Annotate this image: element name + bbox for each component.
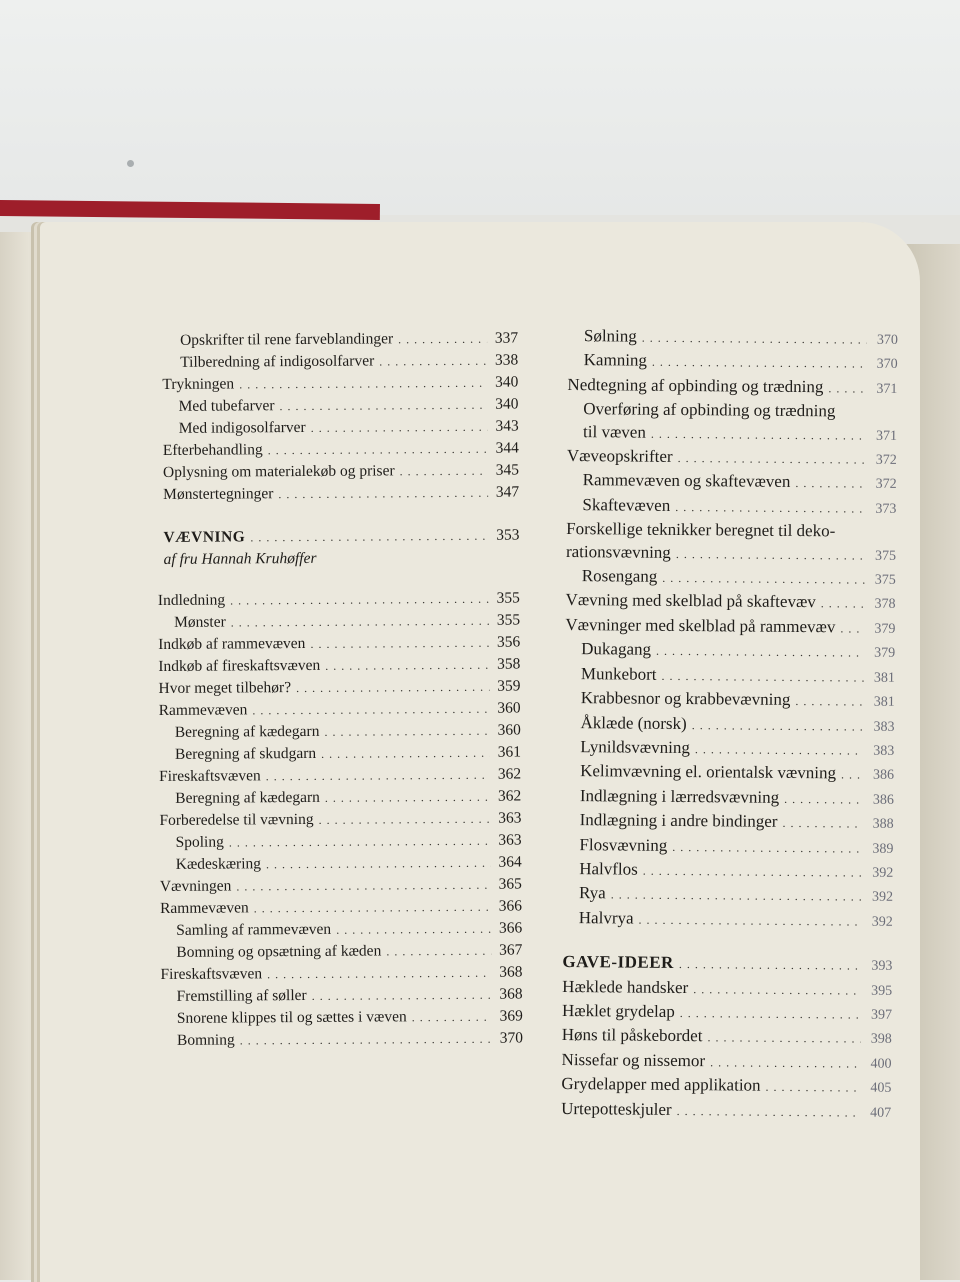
toc-entry-label: Åklæde (norsk) (580, 712, 687, 733)
toc-entry-label: Grydelapper med applikation (561, 1074, 761, 1095)
toc-entry (562, 1000, 892, 1027)
toc-entry-page: 369 (499, 1007, 523, 1025)
toc-entry (564, 785, 894, 812)
toc-entry-page: 366 (498, 897, 523, 915)
toc-entry-label: Sølning (583, 326, 637, 346)
toc-entry (564, 736, 894, 763)
leader-dots (310, 633, 489, 655)
wall-dot (127, 160, 134, 167)
leader-dots (231, 611, 489, 634)
toc-entry (566, 518, 896, 543)
toc-section-heading-vaevning (157, 524, 519, 549)
toc-entry-page: 344 (495, 439, 519, 457)
toc-entry (159, 719, 521, 744)
toc-entry-label: Fremstilling af søller (176, 986, 307, 1005)
leader-dots (840, 617, 864, 640)
toc-entry-page: 338 (494, 351, 519, 369)
toc-entry-page: 375 (874, 548, 897, 564)
leader-dots (412, 1007, 492, 1029)
leader-dots (784, 788, 863, 811)
toc-entry (567, 445, 897, 472)
toc-entry-page: 392 (872, 865, 894, 881)
toc-entry-label: Vævningen (159, 877, 232, 895)
toc-entry-page: 362 (497, 765, 522, 783)
toc-entry (561, 1098, 891, 1125)
toc-entry (159, 697, 521, 722)
leader-dots (828, 377, 866, 400)
toc-entry (563, 907, 893, 934)
toc-entry-label: Nedtegning af opbinding og trædning (567, 374, 824, 397)
toc-entry-label: Indkøb af fireskaftsvæven (158, 656, 321, 675)
toc-entry-page: 381 (873, 670, 895, 686)
toc-entry-page: 343 (495, 417, 519, 435)
toc-entry-page: 370 (876, 357, 898, 373)
toc-entry-page: 372 (875, 477, 897, 493)
toc-entry-page: 405 (870, 1080, 892, 1097)
toc-entry-page: 365 (498, 875, 522, 893)
toc-entry-label: Væveopskrifter (566, 446, 673, 466)
toc-entry-page: 362 (497, 787, 522, 805)
toc-entry-page: 368 (499, 985, 523, 1003)
toc-entry-label: Indlægning i andre bindinger (579, 810, 778, 831)
toc-entry-page: 355 (496, 589, 520, 607)
toc-entry-label: Indledning (157, 591, 226, 609)
leader-dots (692, 714, 864, 738)
toc-entry (562, 1024, 892, 1051)
toc-entry-label: Tilberedning af indigosolfarver (180, 352, 375, 371)
leader-dots (710, 1051, 861, 1075)
toc-entry (564, 711, 894, 738)
toc-entry-page: 340 (495, 395, 519, 413)
toc-right-group-1 (563, 325, 898, 934)
toc-entry-label: Overføring af opbinding og trædning (583, 399, 836, 421)
toc-entry-label: Rosengang (581, 566, 658, 586)
toc-entry-label: Halvflos (579, 859, 638, 879)
toc-entry-label: Med tubefarver (178, 397, 275, 415)
leader-dots (638, 908, 861, 932)
toc-entry (156, 349, 518, 374)
toc-entry-page: 392 (871, 914, 893, 930)
toc-entry (160, 895, 522, 920)
leader-dots (680, 1002, 861, 1026)
toc-entry-label: Spoling (175, 833, 224, 851)
toc-entry-page: 372 (875, 452, 897, 468)
toc-entry-label: Nissefar og nissemor (561, 1049, 706, 1071)
toc-entry-label: Rammevæven (158, 701, 248, 719)
toc-entry-label: Rya (578, 883, 606, 903)
toc-entry-page: 360 (497, 699, 521, 717)
toc-entry-label: Forskellige teknikker beregnet til deko- (566, 519, 836, 541)
toc-entry-page: 389 (872, 841, 894, 857)
toc-entry-label: Trykningen (162, 375, 235, 393)
toc-entry-label: Snorene klippes til og sættes i væven (176, 1008, 407, 1027)
toc-entry (567, 398, 897, 423)
leader-dots (400, 461, 489, 483)
leader-dots (611, 884, 862, 909)
toc-entry (156, 393, 518, 418)
toc-entry (161, 1027, 523, 1052)
toc-entry-label: Bomning (176, 1031, 235, 1049)
toc-entry-page: 368 (499, 963, 523, 981)
leader-dots (230, 589, 489, 612)
toc-entry (561, 1073, 891, 1100)
toc-entry (159, 763, 521, 788)
toc-left-group-1 (156, 327, 519, 506)
toc-entry-page: 392 (871, 890, 894, 906)
toc-entry-page: 370 (499, 1029, 524, 1047)
toc-entry-label: Beregning af skudgarn (174, 744, 317, 763)
toc-entry-page: 397 (870, 1007, 893, 1023)
toc-entry-label: Indlægning i lærredsvævning (579, 785, 780, 807)
toc-section-heading-gave-ideer (562, 951, 892, 978)
toc-entry-label: Vævninger med skelblad på rammevæv (565, 614, 836, 637)
leader-dots (236, 875, 491, 898)
toc-entry-page: 379 (874, 621, 896, 637)
toc-entry (568, 325, 898, 352)
toc-entry (159, 741, 521, 766)
leader-dots (695, 738, 864, 762)
toc-entry-label: Efterbehandling (162, 441, 263, 459)
toc-entry (564, 760, 894, 787)
toc-entry-label: Med indigosolfarver (178, 418, 306, 437)
byline-text: af fru Hannah Kruhøffer (163, 549, 317, 568)
toc-entry-page: 381 (873, 694, 895, 710)
toc-entry-page: 371 (876, 381, 898, 397)
leader-dots (252, 699, 489, 722)
toc-entry-label: Hæklet grydelap (561, 1000, 675, 1021)
leader-dots (250, 526, 488, 549)
toc-entry-page: 358 (497, 655, 521, 673)
toc-entry-label: Mønstertegninger (163, 485, 274, 503)
toc-entry (160, 961, 522, 986)
toc-entry-page: 398 (870, 1032, 892, 1048)
toc-entry-page: 395 (871, 983, 893, 999)
leader-dots (386, 941, 491, 963)
toc-entry-label: Halvrya (578, 907, 634, 928)
toc-entry-label: til væven (582, 421, 646, 442)
leader-dots (398, 329, 487, 351)
toc-entry (158, 653, 520, 678)
toc-entry-label: Samling af rammevæven (176, 920, 332, 939)
leader-dots (675, 496, 865, 520)
leader-dots (254, 897, 491, 920)
toc-entry (161, 1005, 523, 1030)
toc-entry-label: Kelimvævning el. orientalsk vævning (580, 761, 837, 783)
toc-entry-page: 378 (874, 597, 896, 613)
leader-dots (642, 327, 867, 351)
toc-entry-label: Mønster (173, 613, 226, 631)
toc-entry (566, 541, 896, 568)
toc-entry-label: Kamning (583, 350, 648, 371)
toc-entry (157, 481, 519, 506)
toc-right-group-2 (561, 976, 892, 1125)
toc-entry (160, 829, 522, 854)
toc-entry-page: 337 (494, 329, 519, 347)
leader-dots (676, 543, 865, 567)
toc-entry-label: Skaftevæven (582, 494, 671, 515)
toc-entry-page: 363 (498, 809, 522, 827)
leader-dots (672, 835, 862, 859)
toc-entry-page: 355 (496, 611, 521, 629)
leader-dots (662, 567, 865, 591)
toc-entry (565, 589, 895, 616)
toc-entry-label: Urtepotteskjuler (561, 1098, 672, 1119)
leader-dots (821, 593, 865, 616)
toc-entry (160, 873, 522, 898)
toc-entry-label: Munkebort (580, 663, 657, 684)
leader-dots (765, 1076, 860, 1099)
toc-entry-page: 400 (870, 1056, 892, 1072)
toc-entry-label: Rammevæven (159, 899, 249, 917)
leader-dots (279, 395, 487, 417)
toc-entry (157, 459, 519, 484)
leader-dots (321, 743, 490, 765)
toc-entry-page: 364 (498, 853, 522, 871)
toc-entry (568, 349, 898, 376)
leader-dots (229, 831, 491, 854)
toc-entry (565, 663, 895, 690)
toc-entry-page: 347 (495, 483, 520, 501)
leader-dots (707, 1027, 860, 1051)
toc-entry-label: Beregning af kædegarn (174, 722, 320, 741)
leader-dots (311, 417, 488, 439)
toc-entry-label: Fireskaftsvæven (159, 767, 261, 785)
toc-entry-label: Krabbesnor og krabbevævning (580, 688, 791, 710)
toc-entry-page: 361 (497, 743, 522, 761)
toc-entry (563, 882, 893, 909)
toc-entry-label: Dukagang (581, 639, 652, 660)
toc-entry-page: 386 (873, 767, 895, 784)
toc-entry (158, 587, 520, 612)
toc-entry-label: Beregning af kædegarn (175, 788, 320, 807)
toc-entry (159, 785, 521, 810)
toc-entry (564, 809, 894, 836)
toc-entry-label: Fireskaftsvæven (160, 965, 263, 983)
toc-entry-page: 383 (873, 743, 895, 759)
toc-entry-label: Lynildsvævning (580, 737, 690, 757)
toc-entry (567, 421, 897, 448)
toc-entry-label: Kædeskæring (175, 855, 262, 873)
toc-entry (160, 917, 522, 942)
toc-entry-page: 367 (499, 941, 523, 959)
leader-dots (312, 985, 492, 1007)
leader-dots (678, 447, 866, 471)
leader-dots (652, 351, 867, 375)
leader-dots (651, 422, 866, 446)
toc-entry (565, 638, 895, 665)
toc-entry-page: 373 (875, 501, 897, 517)
toc-entry-label: Indkøb af rammevæven (158, 634, 306, 653)
toc-entry (561, 1049, 891, 1076)
leader-dots (268, 439, 488, 462)
toc-entry-page: 366 (498, 919, 523, 937)
leader-dots (266, 765, 491, 788)
leader-dots (318, 809, 490, 831)
toc-entry-page: 379 (874, 645, 896, 662)
toc-entry (563, 834, 893, 861)
leader-dots (643, 860, 863, 884)
toc-entry-label: Opskrifter til rene farveblandinger (180, 330, 394, 349)
leader-dots (278, 483, 488, 505)
toc-entry (156, 327, 518, 352)
toc-entry (562, 976, 892, 1003)
toc-entry-page: 356 (496, 633, 521, 651)
leader-dots (296, 677, 490, 699)
toc-entry (157, 437, 519, 462)
toc-entry (157, 415, 519, 440)
toc-entry (566, 494, 896, 521)
background-wall (0, 0, 960, 215)
toc-byline (158, 546, 520, 570)
toc-entry-page: 388 (872, 816, 894, 832)
toc-entry-page: 360 (497, 721, 521, 739)
leader-dots (661, 665, 864, 689)
toc-entry (563, 858, 893, 885)
toc-entry-page: 383 (873, 719, 895, 735)
toc-entry-label: Høns til påskebordet (561, 1025, 703, 1046)
leader-dots (240, 1029, 492, 1052)
leader-dots (266, 853, 491, 876)
leader-dots (656, 640, 864, 664)
toc-entry (160, 939, 522, 964)
toc-entry (566, 565, 896, 592)
toc-entry-page: 345 (495, 461, 520, 479)
toc-entry (567, 374, 897, 401)
leader-dots (324, 721, 490, 743)
leader-dots (325, 655, 489, 677)
toc-entry-label: Hvor meget tilbehør? (158, 679, 292, 697)
toc-left-group-2 (158, 587, 523, 1052)
leader-dots (693, 978, 861, 1002)
toc-entry-label: Flosvævning (579, 834, 668, 855)
toc-entry-page: 363 (498, 831, 522, 849)
toc-entry-label: Rammevæven og skaftevæven (582, 470, 791, 492)
toc-entry-page: 371 (875, 428, 898, 444)
toc-left-column (156, 327, 523, 1052)
leader-dots (325, 787, 491, 809)
leader-dots (795, 472, 865, 495)
toc-entry-page: 370 (876, 332, 898, 348)
toc-entry (159, 807, 521, 832)
toc-entry-page: 407 (870, 1105, 892, 1121)
toc-entry (565, 614, 895, 641)
leader-dots (782, 812, 862, 835)
toc-entry-label: Hæklede handsker (562, 976, 689, 997)
section-heading-page: 393 (871, 958, 893, 975)
section-heading-label: GAVE-IDEER (562, 952, 674, 973)
leader-dots (239, 373, 487, 396)
leader-dots (267, 963, 492, 986)
leader-dots (677, 1100, 861, 1124)
toc-entry (156, 371, 518, 396)
leader-dots (336, 919, 491, 941)
toc-entry-page: 386 (872, 792, 894, 808)
leader-dots (841, 764, 863, 787)
section-heading-label: VÆVNING (163, 528, 246, 546)
leader-dots (679, 953, 862, 977)
toc-entry-label: Forberedelse til vævning (159, 810, 314, 829)
toc-entry-label: Bomning og opsætning af kæden (176, 942, 382, 961)
toc-entry (158, 675, 520, 700)
toc-right-column (561, 325, 898, 1125)
toc-entry-page: 359 (497, 677, 521, 695)
leader-dots (795, 690, 864, 713)
leader-dots (379, 351, 487, 373)
toc-entry-label: rationsvævning (565, 541, 671, 562)
toc-entry (565, 687, 895, 714)
toc-entry-label: Vævning med skelblad på skaftevæv (565, 590, 816, 612)
toc-entry-page: 340 (495, 373, 519, 391)
toc-entry (160, 851, 522, 876)
toc-entry (158, 609, 520, 634)
toc-entry-label: Oplysning om materialekøb og priser (162, 462, 395, 481)
toc-entry-page: 375 (874, 572, 896, 588)
toc-entry (567, 469, 897, 496)
toc-entry (161, 983, 523, 1008)
toc-entry (158, 631, 520, 656)
section-heading-page: 353 (496, 526, 520, 544)
